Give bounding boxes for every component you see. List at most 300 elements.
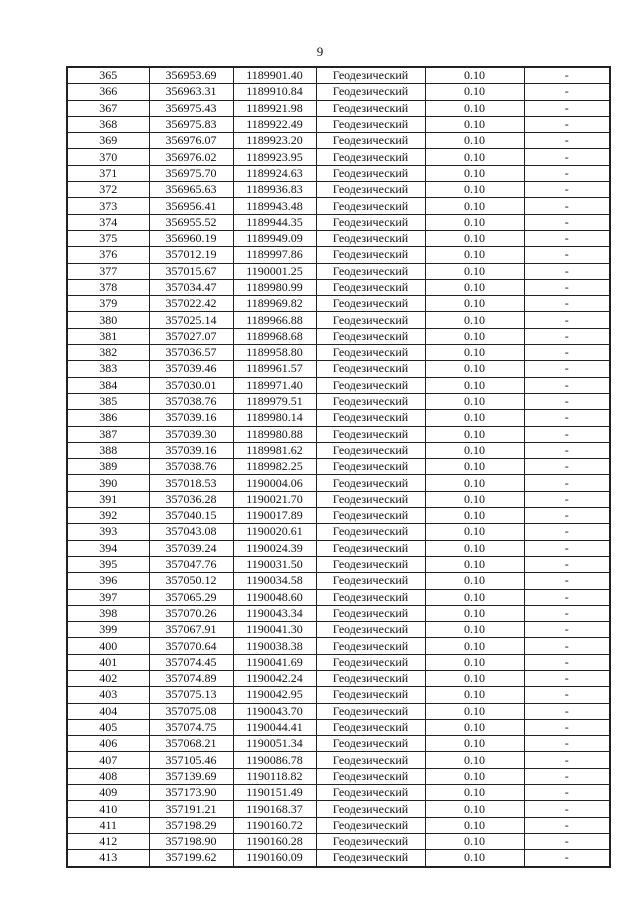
x-coordinate-cell: 357047.76: [149, 556, 233, 572]
method-cell: Геодезический: [316, 165, 425, 181]
method-cell: Геодезический: [316, 100, 425, 116]
method-cell: Геодезический: [316, 589, 425, 605]
accuracy-cell: 0.10: [425, 833, 524, 849]
note-cell: -: [524, 719, 610, 735]
method-cell: Геодезический: [316, 670, 425, 686]
y-coordinate-cell: 1189966.88: [233, 312, 316, 328]
note-cell: -: [524, 850, 610, 867]
note-cell: -: [524, 67, 610, 84]
table-row: [67, 377, 610, 393]
point-number-cell: 381: [67, 328, 149, 344]
table-row: [67, 670, 610, 686]
accuracy-cell: 0.10: [425, 279, 524, 295]
note-cell: -: [524, 247, 610, 263]
note-cell: -: [524, 801, 610, 817]
y-coordinate-cell: 1190031.50: [233, 556, 316, 572]
note-cell: -: [524, 459, 610, 475]
x-coordinate-cell: 357074.45: [149, 654, 233, 670]
point-number-cell: 395: [67, 556, 149, 572]
table-row: [67, 491, 610, 507]
x-coordinate-cell: 357036.57: [149, 345, 233, 361]
x-coordinate-cell: 357038.76: [149, 393, 233, 409]
point-number-cell: 382: [67, 345, 149, 361]
table-row: [67, 67, 610, 84]
table-row: [67, 801, 610, 817]
point-number-cell: 377: [67, 263, 149, 279]
x-coordinate-cell: 356965.63: [149, 182, 233, 198]
page-number: 9: [316, 44, 324, 59]
y-coordinate-cell: 1189980.14: [233, 410, 316, 426]
method-cell: Геодезический: [316, 768, 425, 784]
point-number-cell: 373: [67, 198, 149, 214]
y-coordinate-cell: 1189982.25: [233, 459, 316, 475]
x-coordinate-cell: 356975.43: [149, 100, 233, 116]
accuracy-cell: 0.10: [425, 556, 524, 572]
point-number-cell: 376: [67, 247, 149, 263]
table-row: [67, 100, 610, 116]
table-row: [67, 149, 610, 165]
method-cell: Геодезический: [316, 328, 425, 344]
table-row: [67, 247, 610, 263]
table-row: [67, 605, 610, 621]
accuracy-cell: 0.10: [425, 361, 524, 377]
method-cell: Геодезический: [316, 459, 425, 475]
note-cell: -: [524, 116, 610, 132]
y-coordinate-cell: 1190020.61: [233, 524, 316, 540]
table-row: [67, 442, 610, 458]
table-row: [67, 410, 610, 426]
point-number-cell: 378: [67, 279, 149, 295]
y-coordinate-cell: 1190048.60: [233, 589, 316, 605]
y-coordinate-cell: 1190160.28: [233, 833, 316, 849]
x-coordinate-cell: 357027.07: [149, 328, 233, 344]
method-cell: Геодезический: [316, 426, 425, 442]
method-cell: Геодезический: [316, 133, 425, 149]
x-coordinate-cell: 357198.29: [149, 817, 233, 833]
note-cell: -: [524, 133, 610, 149]
table-row: [67, 703, 610, 719]
method-cell: Геодезический: [316, 263, 425, 279]
accuracy-cell: 0.10: [425, 736, 524, 752]
y-coordinate-cell: 1189901.40: [233, 67, 316, 84]
method-cell: Геодезический: [316, 491, 425, 507]
note-cell: -: [524, 279, 610, 295]
y-coordinate-cell: 1189980.99: [233, 279, 316, 295]
method-cell: Геодезический: [316, 345, 425, 361]
point-number-cell: 401: [67, 654, 149, 670]
x-coordinate-cell: 357065.29: [149, 589, 233, 605]
accuracy-cell: 0.10: [425, 296, 524, 312]
y-coordinate-cell: 1189979.51: [233, 393, 316, 409]
method-cell: Геодезический: [316, 703, 425, 719]
point-number-cell: 394: [67, 540, 149, 556]
table-row: [67, 638, 610, 654]
accuracy-cell: 0.10: [425, 263, 524, 279]
accuracy-cell: 0.10: [425, 752, 524, 768]
point-number-cell: 388: [67, 442, 149, 458]
point-number-cell: 375: [67, 230, 149, 246]
point-number-cell: 402: [67, 670, 149, 686]
note-cell: -: [524, 410, 610, 426]
y-coordinate-cell: 1190043.34: [233, 605, 316, 621]
method-cell: Геодезический: [316, 296, 425, 312]
table-row: [67, 622, 610, 638]
point-number-cell: 411: [67, 817, 149, 833]
x-coordinate-cell: 356963.31: [149, 84, 233, 100]
y-coordinate-cell: 1189922.49: [233, 116, 316, 132]
point-number-cell: 383: [67, 361, 149, 377]
accuracy-cell: 0.10: [425, 165, 524, 181]
table-row: [67, 345, 610, 361]
note-cell: -: [524, 833, 610, 849]
method-cell: Геодезический: [316, 654, 425, 670]
method-cell: Геодезический: [316, 116, 425, 132]
table-row: [67, 214, 610, 230]
note-cell: -: [524, 524, 610, 540]
point-number-cell: 406: [67, 736, 149, 752]
y-coordinate-cell: 1189969.82: [233, 296, 316, 312]
table-row: [67, 393, 610, 409]
point-number-cell: 408: [67, 768, 149, 784]
table-row: [67, 850, 610, 867]
x-coordinate-cell: 356975.70: [149, 165, 233, 181]
y-coordinate-cell: 1189958.80: [233, 345, 316, 361]
method-cell: Геодезический: [316, 622, 425, 638]
y-coordinate-cell: 1190051.34: [233, 736, 316, 752]
x-coordinate-cell: 356955.52: [149, 214, 233, 230]
method-cell: Геодезический: [316, 556, 425, 572]
note-cell: -: [524, 817, 610, 833]
y-coordinate-cell: 1189981.62: [233, 442, 316, 458]
x-coordinate-cell: 357034.47: [149, 279, 233, 295]
note-cell: -: [524, 198, 610, 214]
y-coordinate-cell: 1190041.30: [233, 622, 316, 638]
method-cell: Геодезический: [316, 410, 425, 426]
x-coordinate-cell: 356960.19: [149, 230, 233, 246]
accuracy-cell: 0.10: [425, 377, 524, 393]
note-cell: -: [524, 182, 610, 198]
table-row: [67, 182, 610, 198]
x-coordinate-cell: 356975.83: [149, 116, 233, 132]
point-number-cell: 389: [67, 459, 149, 475]
x-coordinate-cell: 357198.90: [149, 833, 233, 849]
y-coordinate-cell: 1189924.63: [233, 165, 316, 181]
x-coordinate-cell: 357039.30: [149, 426, 233, 442]
x-coordinate-cell: 357015.67: [149, 263, 233, 279]
point-number-cell: 397: [67, 589, 149, 605]
y-coordinate-cell: 1190044.41: [233, 719, 316, 735]
table-row: [67, 328, 610, 344]
y-coordinate-cell: 1190160.09: [233, 850, 316, 867]
note-cell: -: [524, 687, 610, 703]
accuracy-cell: 0.10: [425, 116, 524, 132]
accuracy-cell: 0.10: [425, 198, 524, 214]
method-cell: Геодезический: [316, 247, 425, 263]
x-coordinate-cell: 357022.42: [149, 296, 233, 312]
point-number-cell: 393: [67, 524, 149, 540]
y-coordinate-cell: 1189968.68: [233, 328, 316, 344]
table-row: [67, 654, 610, 670]
accuracy-cell: 0.10: [425, 719, 524, 735]
method-cell: Геодезический: [316, 687, 425, 703]
note-cell: -: [524, 768, 610, 784]
point-number-cell: 369: [67, 133, 149, 149]
note-cell: -: [524, 605, 610, 621]
y-coordinate-cell: 1190042.24: [233, 670, 316, 686]
accuracy-cell: 0.10: [425, 345, 524, 361]
point-number-cell: 387: [67, 426, 149, 442]
y-coordinate-cell: 1189961.57: [233, 361, 316, 377]
point-number-cell: 380: [67, 312, 149, 328]
point-number-cell: 398: [67, 605, 149, 621]
coordinates-table: [66, 66, 611, 868]
x-coordinate-cell: 357068.21: [149, 736, 233, 752]
accuracy-cell: 0.10: [425, 214, 524, 230]
table-row: [67, 312, 610, 328]
x-coordinate-cell: 356976.07: [149, 133, 233, 149]
method-cell: Геодезический: [316, 182, 425, 198]
x-coordinate-cell: 356976.02: [149, 149, 233, 165]
note-cell: -: [524, 84, 610, 100]
method-cell: Геодезический: [316, 198, 425, 214]
note-cell: -: [524, 149, 610, 165]
x-coordinate-cell: 356956.41: [149, 198, 233, 214]
table-row: [67, 833, 610, 849]
note-cell: -: [524, 670, 610, 686]
x-coordinate-cell: 357038.76: [149, 459, 233, 475]
table-row: [67, 736, 610, 752]
note-cell: -: [524, 214, 610, 230]
accuracy-cell: 0.10: [425, 149, 524, 165]
accuracy-cell: 0.10: [425, 540, 524, 556]
point-number-cell: 396: [67, 573, 149, 589]
accuracy-cell: 0.10: [425, 622, 524, 638]
method-cell: Геодезический: [316, 817, 425, 833]
x-coordinate-cell: 357074.89: [149, 670, 233, 686]
y-coordinate-cell: 1190041.69: [233, 654, 316, 670]
accuracy-cell: 0.10: [425, 801, 524, 817]
point-number-cell: 366: [67, 84, 149, 100]
y-coordinate-cell: 1190043.70: [233, 703, 316, 719]
accuracy-cell: 0.10: [425, 638, 524, 654]
method-cell: Геодезический: [316, 361, 425, 377]
method-cell: Геодезический: [316, 508, 425, 524]
point-number-cell: 370: [67, 149, 149, 165]
note-cell: -: [524, 638, 610, 654]
x-coordinate-cell: 357173.90: [149, 785, 233, 801]
y-coordinate-cell: 1190038.38: [233, 638, 316, 654]
table-row: [67, 84, 610, 100]
method-cell: Геодезический: [316, 605, 425, 621]
y-coordinate-cell: 1190017.89: [233, 508, 316, 524]
accuracy-cell: 0.10: [425, 687, 524, 703]
point-number-cell: 374: [67, 214, 149, 230]
x-coordinate-cell: 357040.15: [149, 508, 233, 524]
accuracy-cell: 0.10: [425, 410, 524, 426]
note-cell: -: [524, 556, 610, 572]
y-coordinate-cell: 1189943.48: [233, 198, 316, 214]
accuracy-cell: 0.10: [425, 817, 524, 833]
accuracy-cell: 0.10: [425, 524, 524, 540]
accuracy-cell: 0.10: [425, 654, 524, 670]
note-cell: -: [524, 377, 610, 393]
point-number-cell: 372: [67, 182, 149, 198]
point-number-cell: 413: [67, 850, 149, 867]
accuracy-cell: 0.10: [425, 100, 524, 116]
y-coordinate-cell: 1189997.86: [233, 247, 316, 263]
accuracy-cell: 0.10: [425, 67, 524, 84]
point-number-cell: 391: [67, 491, 149, 507]
method-cell: Геодезический: [316, 214, 425, 230]
table-row: [67, 459, 610, 475]
method-cell: Геодезический: [316, 573, 425, 589]
point-number-cell: 399: [67, 622, 149, 638]
point-number-cell: 407: [67, 752, 149, 768]
table-row: [67, 785, 610, 801]
point-number-cell: 412: [67, 833, 149, 849]
method-cell: Геодезический: [316, 67, 425, 84]
note-cell: -: [524, 491, 610, 507]
accuracy-cell: 0.10: [425, 768, 524, 784]
table-row: [67, 556, 610, 572]
table-row: [67, 198, 610, 214]
y-coordinate-cell: 1190024.39: [233, 540, 316, 556]
table-row: [67, 524, 610, 540]
y-coordinate-cell: 1190034.58: [233, 573, 316, 589]
accuracy-cell: 0.10: [425, 84, 524, 100]
table-row: [67, 263, 610, 279]
method-cell: Геодезический: [316, 312, 425, 328]
x-coordinate-cell: 357074.75: [149, 719, 233, 735]
point-number-cell: 368: [67, 116, 149, 132]
note-cell: -: [524, 475, 610, 491]
table-row: [67, 296, 610, 312]
note-cell: -: [524, 622, 610, 638]
accuracy-cell: 0.10: [425, 491, 524, 507]
table-row: [67, 279, 610, 295]
note-cell: -: [524, 442, 610, 458]
table-row: [67, 752, 610, 768]
accuracy-cell: 0.10: [425, 442, 524, 458]
method-cell: Геодезический: [316, 752, 425, 768]
accuracy-cell: 0.10: [425, 459, 524, 475]
point-number-cell: 384: [67, 377, 149, 393]
accuracy-cell: 0.10: [425, 703, 524, 719]
point-number-cell: 379: [67, 296, 149, 312]
note-cell: -: [524, 752, 610, 768]
y-coordinate-cell: 1190086.78: [233, 752, 316, 768]
table-row: [67, 540, 610, 556]
method-cell: Геодезический: [316, 524, 425, 540]
coordinates-table-body: [67, 67, 610, 867]
point-number-cell: 392: [67, 508, 149, 524]
method-cell: Геодезический: [316, 785, 425, 801]
table-row: [67, 719, 610, 735]
point-number-cell: 365: [67, 67, 149, 84]
y-coordinate-cell: 1189944.35: [233, 214, 316, 230]
method-cell: Геодезический: [316, 833, 425, 849]
x-coordinate-cell: 357199.62: [149, 850, 233, 867]
note-cell: -: [524, 540, 610, 556]
point-number-cell: 386: [67, 410, 149, 426]
x-coordinate-cell: 357139.69: [149, 768, 233, 784]
note-cell: -: [524, 426, 610, 442]
y-coordinate-cell: 1190151.49: [233, 785, 316, 801]
point-number-cell: 404: [67, 703, 149, 719]
x-coordinate-cell: 357067.91: [149, 622, 233, 638]
table-row: [67, 768, 610, 784]
table-row: [67, 475, 610, 491]
y-coordinate-cell: 1189923.95: [233, 149, 316, 165]
accuracy-cell: 0.10: [425, 312, 524, 328]
accuracy-cell: 0.10: [425, 133, 524, 149]
y-coordinate-cell: 1189936.83: [233, 182, 316, 198]
method-cell: Геодезический: [316, 850, 425, 867]
point-number-cell: 400: [67, 638, 149, 654]
x-coordinate-cell: 357105.46: [149, 752, 233, 768]
accuracy-cell: 0.10: [425, 247, 524, 263]
method-cell: Геодезический: [316, 540, 425, 556]
note-cell: -: [524, 508, 610, 524]
note-cell: -: [524, 100, 610, 116]
note-cell: -: [524, 703, 610, 719]
x-coordinate-cell: 357039.24: [149, 540, 233, 556]
method-cell: Геодезический: [316, 638, 425, 654]
method-cell: Геодезический: [316, 149, 425, 165]
x-coordinate-cell: 357070.26: [149, 605, 233, 621]
accuracy-cell: 0.10: [425, 426, 524, 442]
note-cell: -: [524, 230, 610, 246]
x-coordinate-cell: 357039.46: [149, 361, 233, 377]
y-coordinate-cell: 1190118.82: [233, 768, 316, 784]
x-coordinate-cell: 357036.28: [149, 491, 233, 507]
point-number-cell: 367: [67, 100, 149, 116]
y-coordinate-cell: 1190042.95: [233, 687, 316, 703]
point-number-cell: 405: [67, 719, 149, 735]
note-cell: -: [524, 345, 610, 361]
x-coordinate-cell: 357039.16: [149, 442, 233, 458]
y-coordinate-cell: 1190021.70: [233, 491, 316, 507]
y-coordinate-cell: 1190160.72: [233, 817, 316, 833]
method-cell: Геодезический: [316, 393, 425, 409]
point-number-cell: 410: [67, 801, 149, 817]
note-cell: -: [524, 785, 610, 801]
y-coordinate-cell: 1189949.09: [233, 230, 316, 246]
method-cell: Геодезический: [316, 719, 425, 735]
x-coordinate-cell: 357075.13: [149, 687, 233, 703]
accuracy-cell: 0.10: [425, 475, 524, 491]
point-number-cell: 390: [67, 475, 149, 491]
table-row: [67, 361, 610, 377]
method-cell: Геодезический: [316, 279, 425, 295]
x-coordinate-cell: 357018.53: [149, 475, 233, 491]
accuracy-cell: 0.10: [425, 670, 524, 686]
note-cell: -: [524, 296, 610, 312]
note-cell: -: [524, 393, 610, 409]
method-cell: Геодезический: [316, 84, 425, 100]
accuracy-cell: 0.10: [425, 589, 524, 605]
note-cell: -: [524, 589, 610, 605]
method-cell: Геодезический: [316, 230, 425, 246]
note-cell: -: [524, 165, 610, 181]
x-coordinate-cell: 357191.21: [149, 801, 233, 817]
method-cell: Геодезический: [316, 377, 425, 393]
accuracy-cell: 0.10: [425, 605, 524, 621]
method-cell: Геодезический: [316, 442, 425, 458]
x-coordinate-cell: 356953.69: [149, 67, 233, 84]
accuracy-cell: 0.10: [425, 393, 524, 409]
table-row: [67, 165, 610, 181]
